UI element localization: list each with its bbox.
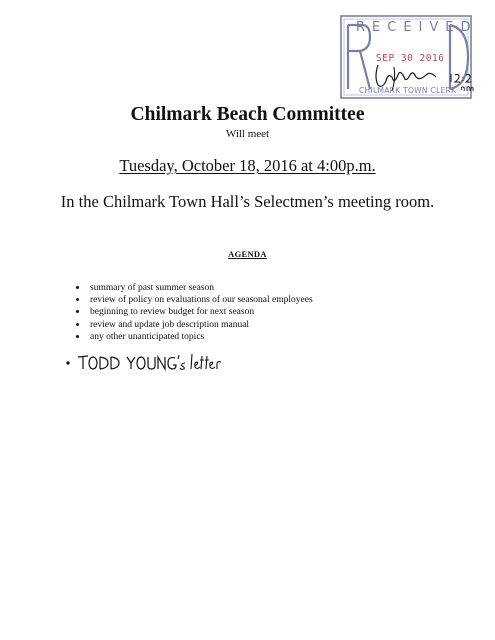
stamp-date: SEP 30 2016 (376, 53, 445, 64)
handwritten-note (64, 350, 224, 376)
agenda-item-text: any other unanticipated topics (90, 331, 205, 342)
agenda-item-text: beginning to review budget for next season (90, 307, 255, 318)
bullet-icon (76, 323, 79, 326)
agenda-item-text: review of policy on evaluations of our seasonal employees (90, 295, 313, 306)
agenda-item (76, 306, 313, 318)
bullet-icon (76, 298, 79, 301)
meeting-date: Tuesday, October 18, 2016 at 4:00p.m. (119, 156, 376, 175)
agenda-item (76, 319, 313, 331)
stamp-received-word: RECEIVED (356, 20, 478, 35)
agenda-heading: AGENDA (228, 249, 267, 259)
document-title: Chilmark Beach Committee (130, 104, 365, 125)
agenda-item (76, 282, 313, 294)
meeting-location: In the Chilmark Town Hall’s Selectmen’s meeting room. (60, 192, 435, 211)
document-subtitle: Will meet (225, 128, 270, 140)
stamp-office: CHILMARK TOWN CLERK (359, 86, 457, 95)
agenda-item-text: review and update job description manual (90, 319, 250, 330)
agenda-item-text: summary of past summer season (90, 283, 215, 293)
bullet-icon (76, 286, 79, 289)
agenda-item (76, 331, 313, 343)
bullet-icon (76, 310, 79, 313)
bullet-icon (76, 335, 79, 338)
agenda-list (76, 282, 313, 343)
stamp-time-handwritten (448, 70, 478, 98)
agenda-item (76, 294, 313, 306)
